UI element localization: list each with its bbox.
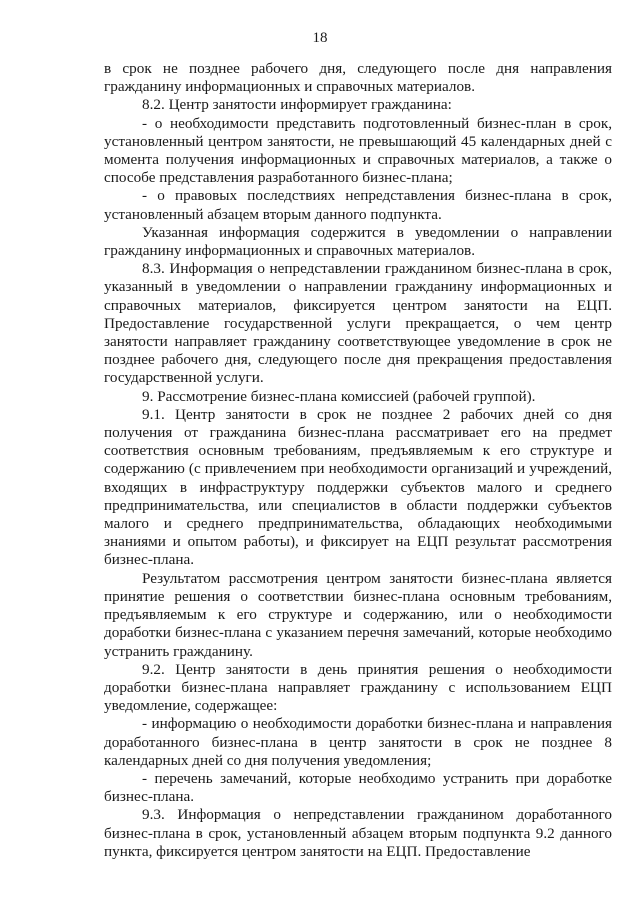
paragraph: 8.2. Центр занятости информирует гражданина:: [142, 96, 452, 114]
section-heading: 9. Рассмотрение бизнес-плана комиссией (рабочей группой).: [142, 387, 536, 405]
paragraph: - о необходимости представить подготовленный бизнес-план в срок, установленный центром занятости, не превышающий 45 календарных дней с момента получения информационных и справочных материалов, а также о способе представления разработанного бизнес-плана;: [104, 114, 612, 187]
paragraph: - о правовых последствиях непредставления бизнес-плана в срок, установленный абзацем вторым данного подпункта.: [104, 187, 612, 223]
paragraph: в срок не позднее рабочего дня, следующего после дня направления гражданину информационных и справочных материалов.: [104, 60, 612, 96]
paragraph: Указанная информация содержится в уведомлении о направлении гражданину информационных и справочных материалов.: [104, 223, 612, 260]
paragraph: 9.1. Центр занятости в срок не позднее 2 рабочих дней со дня получения от гражданина бизнес-плана рассматривает его на предмет соответствия основным требованиям, предъявляемым к его структуре и содержанию (с привлечением при необходимости организаций и учреждений, входящих в инфраструктуру поддержки субъектов малого и среднего предпринимательства, или специалистов в области поддержки субъектов малого и среднего предпринимательства, обладающих необходимыми знаниями и опытом работы), и фиксирует на ЕЦП результат рассмотрения бизнес-плана.: [104, 405, 612, 569]
paragraph: 9.2. Центр занятости в день принятия решения о необходимости доработки бизнес-плана направляет гражданину с использованием ЕЦП уведомление, содержащее:: [104, 660, 612, 715]
paragraph: - информацию о необходимости доработки бизнес-плана и направления доработанного бизнес-плана в центр занятости в срок не позднее 8 календарных дней со дня получения уведомления;: [104, 715, 612, 769]
paragraph: Результатом рассмотрения центром занятости бизнес-плана является принятие решения о соответствии бизнес-плана основным требованиям, предъявляемым к его структуре и содержанию, или о необходимости доработки бизнес-плана с указанием перечня замечаний, которые необходимо устранить гражданину.: [104, 569, 612, 660]
paragraph: 9.3. Информация о непредставлении гражданином доработанного бизнес-плана в срок, установленный абзацем вторым подпункта 9.2 данного пункта, фиксируется центром занятости на ЕЦП. Предоставление: [104, 806, 612, 860]
document-body: [104, 60, 612, 861]
page-number: 18: [312, 30, 328, 46]
paragraph: 8.3. Информация о непредставлении гражданином бизнес-плана в срок, указанный в уведомлении о направлении гражданину информационных и справочных материалов, фиксируется центром занятости на ЕЦП. Предоставление государственной услуги прекращается, о чем центр занятости направляет гражданину соответствующее уведомление в срок не позднее рабочего дня, следующего после дня прекращения предоставления государственной услуги.: [104, 260, 612, 387]
paragraph: - перечень замечаний, которые необходимо устранить при доработке бизнес-плана.: [104, 769, 612, 806]
